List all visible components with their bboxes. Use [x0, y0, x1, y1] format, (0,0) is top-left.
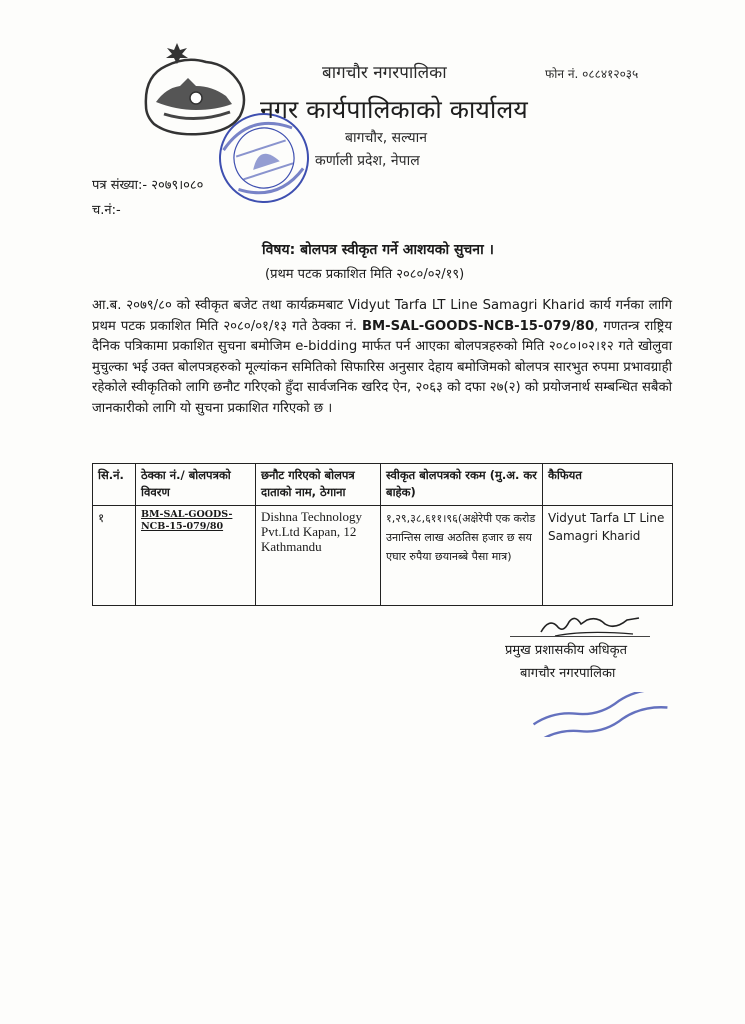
column-header-contract: ठेक्का नं./ बोलपत्रको विवरण	[136, 464, 256, 506]
address-line-2: कर्णाली प्रदेश, नेपाल	[315, 153, 420, 169]
cell-bidder: Dishna Technology Pvt.Ltd Kapan, 12 Kathmandu	[256, 506, 381, 606]
letter-number: पत्र संख्या:- २०७९।०८०	[92, 178, 204, 193]
cell-remarks: Vidyut Tarfa LT Line Samagri Kharid	[543, 506, 673, 606]
column-header-bidder: छनौट गरिएको बोलपत्र दाताको नाम, ठेगाना	[256, 464, 381, 506]
table-row	[93, 506, 673, 606]
column-header-amount: स्वीकृत बोलपत्रको रकम (मु.अ. कर बाहेक)	[381, 464, 543, 506]
office-name: नगर कार्यपालिकाको कार्यालय	[260, 95, 528, 124]
signature-line	[510, 636, 650, 637]
table-header-row	[93, 464, 673, 506]
handwritten-signature	[535, 612, 645, 642]
cell-contract: BM-SAL-GOODS-NCB-15-079/80	[136, 506, 256, 606]
bid-reference: BM-SAL-GOODS-NCB-15-079/80	[362, 318, 595, 334]
bid-table	[92, 463, 673, 606]
notice-subject: विषय: बोलपत्र स्वीकृत गर्ने आशयको सुचना ।	[262, 242, 494, 258]
municipality-name: बागचौर नगरपालिका	[322, 63, 447, 83]
column-header-remarks: कैफियत	[543, 464, 673, 506]
cell-sn: १	[93, 506, 136, 606]
address-line-1: बागचौर, सल्यान	[345, 130, 428, 146]
first-published-date: (प्रथम पटक प्रकाशित मिति २०८०/०२/१९)	[265, 267, 465, 282]
column-header-sn: सि.नं.	[93, 464, 136, 506]
body-part-2: , गणतन्त्र राष्ट्रिय दैनिक पत्रिकामा प्रकाशित सुचना बमोजिम e-bidding मार्फत पर्न आएका बोलपत्रहरुको मिति २०८०।०२।१२ गते खोलुवा मुचुल्का भई उक्त बोलपत्रहरुको मूल्यांकन समितिको सिफारिस अनुसार देहाय बमोजिमको बोलपत्र सारभुत रुपमा प्रभावग्राही रहेकोले स्वीकृतिको लागि छनौट गरिएको हुँदा सार्वजनिक खरिद ऐन, २०६३ को दफा २७(२) को प्रयोजनार्थ सम्बन्धित सबैको जानकारीको लागि यो सुचना प्रकाशित गरिएको छ ।	[92, 318, 672, 416]
body-part-1: आ.ब. २०७९/८० को स्वीकृत बजेट तथा कार्यक्रमबाट Vidyut Tarfa LT Line Samagri Kharid कार्य गर्नका लागि प्रथम पटक प्रकाशित मिति २०८०/०१/१३ गते ठेक्का नं.	[92, 298, 672, 334]
notice-body	[92, 296, 672, 420]
dispatch-number: च.नं:-	[92, 203, 121, 218]
signatory-office: बागचौर नगरपालिका	[520, 666, 616, 681]
cell-amount: १,२९,३८,६११।९६(अक्षेरेपी एक करोड उनान्तिस लाख अठतिस हजार छ सय एघार रुपैया छयानब्बे पैसा मात्र)	[381, 506, 543, 606]
signatory-title: प्रमुख प्रशासकीय अधिकृत	[505, 643, 628, 658]
official-name-stamp	[525, 692, 675, 737]
phone-number: फोन नं. ०८८४१२०३५	[545, 67, 639, 81]
